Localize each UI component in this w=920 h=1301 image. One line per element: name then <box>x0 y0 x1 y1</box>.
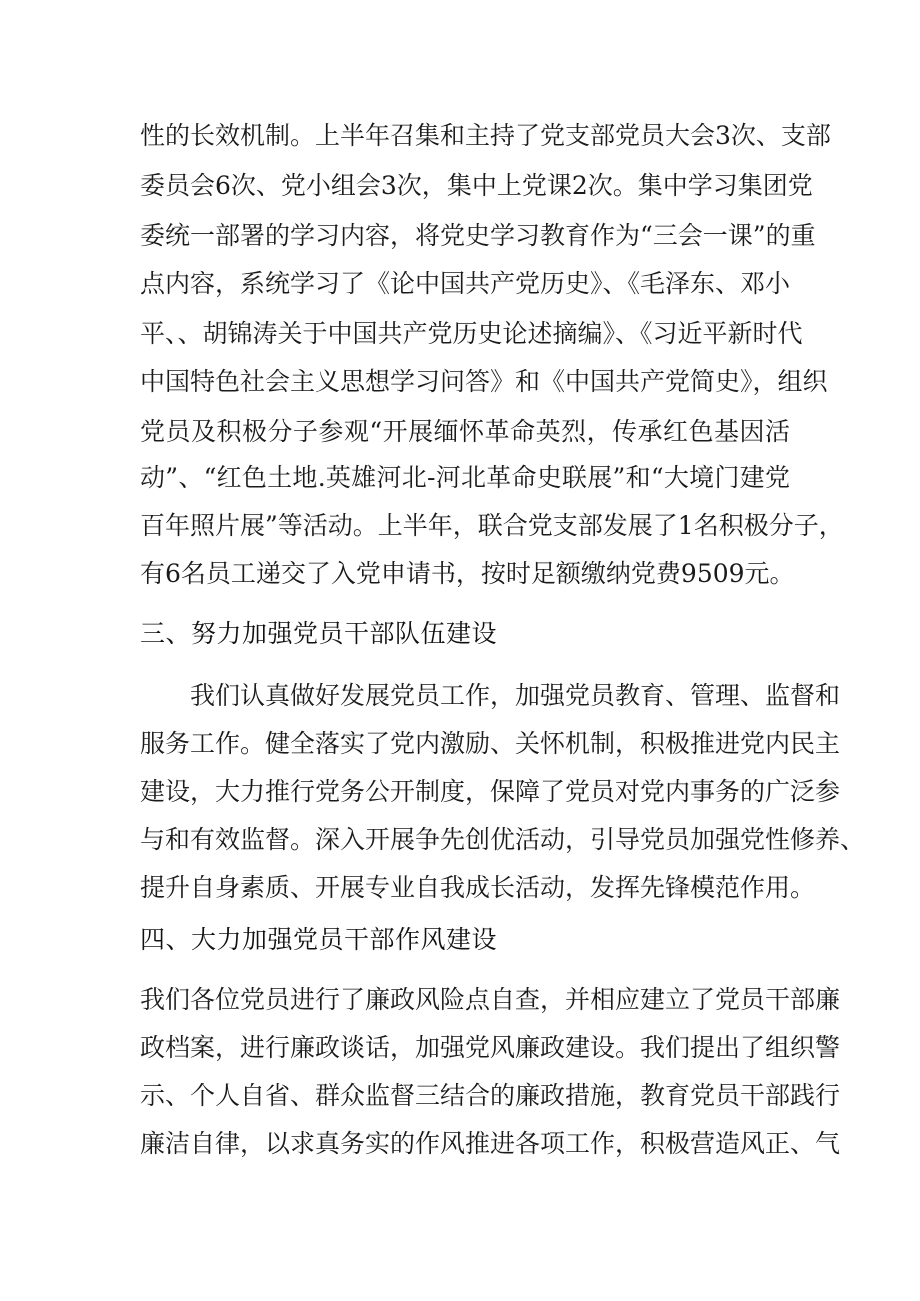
text-line: 我们认真做好发展党员工作，加强党员教育、管理、监督和 <box>190 681 841 710</box>
text-line: 服务工作。健全落实了党内激励、关怀机制，积极推进党内民主 <box>140 729 841 758</box>
text-line: 委员会6次、党小组会3次，集中上党课2次。集中学习集团党 <box>140 171 813 200</box>
text-line: 政档案，进行廉政谈话，加强党风廉政建设。我们提出了组织警 <box>140 1033 841 1062</box>
text-line: 建设，大力推行党务公开制度，保障了党员对党内事务的广泛参 <box>140 777 841 806</box>
text-line: 我们各位党员进行了廉政风险点自查，并相应建立了党员干部廉 <box>140 985 841 1014</box>
text-line: 廉洁自律，以求真务实的作风推进各项工作，积极营造风正、气 <box>140 1129 841 1158</box>
text-line: 提升自身素质、开展专业自我成长活动，发挥先锋模范作用。 <box>140 873 816 902</box>
text-line: 性的长效机制。上半年召集和主持了党支部党员大会3次、支部 <box>140 121 831 150</box>
text-line: 党员及积极分子参观“开展缅怀革命英烈，传承红色基因活 <box>140 417 790 446</box>
section-heading: 三、努力加强党员干部队伍建设 <box>140 619 498 648</box>
text-line: 动”、“红色土地.英雄河北-河北革命史联展”和“大境门建党 <box>140 463 790 492</box>
section-heading: 四、大力加强党员干部作风建设 <box>140 925 498 954</box>
text-line: 有6名员工递交了入党申请书，按时足额缴纳党费9509元。 <box>140 559 795 588</box>
text-line: 中国特色社会主义思想学习问答》和《中国共产党简史》，组织 <box>140 367 828 396</box>
text-line: 点内容，系统学习了《论中国共产党历史》、《毛泽东、邓小 <box>140 269 791 298</box>
text-line: 示、个人自省、群众监督三结合的廉政措施，教育党员干部践行 <box>140 1081 841 1110</box>
text-line: 百年照片展”等活动。上半年，联合党支部发展了1名积极分子， <box>140 511 844 540</box>
text-line: 平、、胡锦涛关于中国共产党历史论述摘编》、《习近平新时代 <box>140 319 803 348</box>
text-line: 与和有效监督。深入开展争先创优活动，引导党员加强党性修养、 <box>140 825 866 854</box>
text-line: 委统一部署的学习内容，将党史学习教育作为“三会一课”的重 <box>140 221 816 250</box>
